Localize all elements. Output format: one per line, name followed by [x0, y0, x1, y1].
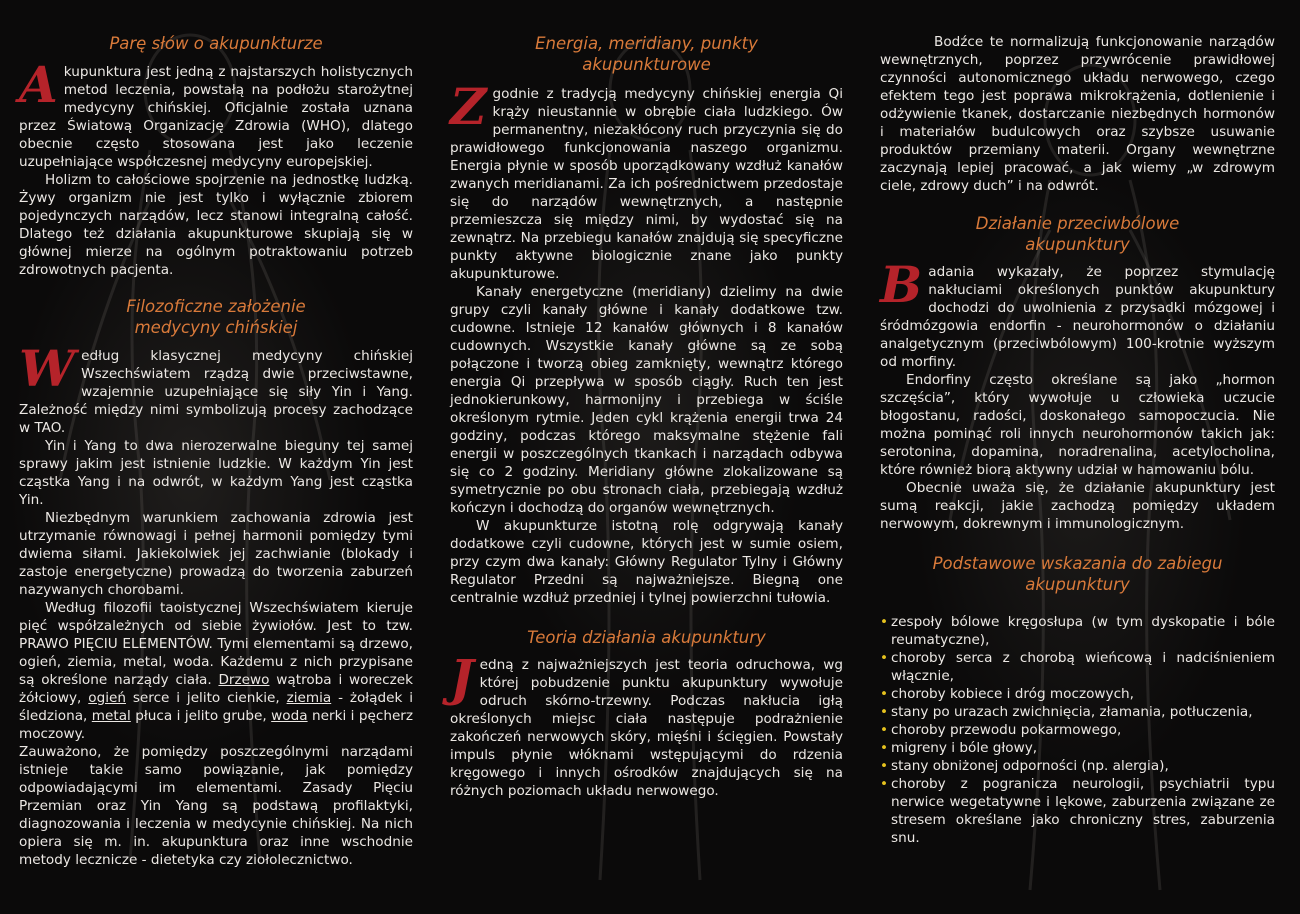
bullet-icon: • — [880, 686, 889, 702]
dropcap: J — [450, 648, 474, 707]
balance-paragraph: Niezbędnym warunkiem zachowania zdrowia jest utrzymanie równowagi i pełnej harmonii pomiędzy tymi dwiema siłami. Jakiekolwiek jej zachwianie (blokady i zastoje energetyczne) prowadzą do tworzenia zaburzeń nazywanych chorobami. — [19, 510, 413, 598]
heading-theory: Teoria działania akupunktury — [527, 628, 766, 647]
element-ogien: ogień — [88, 690, 126, 706]
bullet-icon: • — [880, 650, 889, 666]
reflex-theory-paragraph: Jedną z najważniejszych jest teoria odruchowa, wg której pobudzenie punktu akupunktury wywołuje odruch skórno-trzewny. Podczas nakłucia igłą określonych miejsc ciała następuje podrażnienie zakończeń nerwowych skóry, mięśni i ścięgien. Powstały impuls płynie włóknami wstępującymi do rdzenia kręgowego i innych ośrodków znajdujących się na różnych poziomach układu nerwowego. — [450, 648, 843, 799]
holism-paragraph: Holizm to całościowe spojrzenie na jednostkę ludzką. Żywy organizm nie jest tylko i wyłącznie zbiorem pojedynczych narządów, lecz stanowi integralną całość. Dlatego też działania akupunkturowe skupiają się w głównej mierze na ogólnym potraktowaniu potrzeb zdrowotnych pacjenta. — [19, 172, 413, 278]
column-right — [880, 0, 1275, 847]
indication-item: • choroby przewodu pokarmowego, — [880, 722, 1122, 738]
heading-analgesic: Działanie przeciwbólowe akupunktury — [975, 214, 1180, 254]
extra-channels-paragraph: W akupunkturze istotną rolę odgrywają kanały dodatkowe czyli cudowne, których jest w sumie osiem, przy czym dwa kanały: Główny Regulator Tylny i Główny Regulator Przedni są najważniejsze. Biegną one centralnie wzdłuż przedniej i tylnej powierzchni tułowia. — [450, 518, 843, 606]
heading-philosophy: Filozoficzne założenie medycyny chińskiej — [126, 297, 306, 337]
bullet-icon: • — [880, 614, 889, 630]
element-ziemia: ziemia — [286, 690, 332, 706]
five-elements-paragraph: Według filozofii taoistycznej Wszechświatem kieruje pięć współzależnych od siebie żywiołów. Jest to tzw. PRAWO PIĘCIU ELEMENTÓW. Tymi elementami są drzewo, ogień, ziemia, metal, woda. Każdemu z nich przypisane są określone narządy ciała. Drzewo wątroba i woreczek żółciowy, ogień serce i jelito cienkie, ziemia - żołądek i śledziona, metal płuca i jelito grube, woda nerki i pęcherz moczowy. — [19, 600, 414, 742]
element-drzewo: Drzewo — [218, 672, 270, 688]
dropcap: W — [19, 339, 76, 398]
indication-item: • choroby kobiece i dróg moczowych, — [880, 686, 1134, 702]
happiness-hormone-paragraph: Endorfiny często określane są jako „hormon szczęścia”, który wywołuje u człowieka uczucie błogostanu, radości, doskonałego samopoczucia. Nie można pominąć roli innych neurohormonów takich jak: serotonina, dopamina, noradrenalina, acetylocholina, które również biorą aktywny udział w hamowaniu bólu. — [880, 372, 1275, 478]
conclusion-paragraph: Zauważono, że pomiędzy poszczególnymi narządami istnieje takie samo powiązanie, jak pomiędzy odpowiadającymi im elementami. Zasady Pięciu Przemian oraz Yin Yang są podstawą profilaktyki, diagnozowania i leczenia w medycynie chińskiej. Na nich opiera się m. in. akupunktura oraz inne wschodnie metody lecznicze - dietetyka czy ziołolecznictwo. — [19, 744, 413, 868]
summary-paragraph: Obecnie uważa się, że działanie akupunktury jest sumą reakcji, jakie zachodzą pomiędzy układem nerwowym, dokrewnym i immunologicznym. — [880, 480, 1275, 532]
intro-paragraph: Akupunktura jest jedną z najstarszych holistycznych metod leczenia, powstałą na podłożu starożytnej medycyny chińskiej. Oficjalnie została uznana przez Światową Organizację Zdrowia (WHO), dlatego obecnie często stosowana jest jako leczenie uzupełniające współczesnej medycyny europejskiej. — [19, 55, 413, 170]
element-woda: woda — [271, 708, 308, 724]
yin-yang-poles-paragraph: Yin i Yang to dwa nierozerwalne bieguny tej samej sprawy jakim jest istnienie ludzkie. W każdym Yin jest cząstka Yang i na odwrót, w każdym Yang jest cząstka Yin. — [19, 438, 413, 508]
dropcap: Z — [450, 77, 487, 136]
column-middle — [450, 0, 843, 800]
bullet-icon: • — [880, 722, 889, 738]
yin-yang-paragraph: Według klasycznej medycyny chińskiej Wszechświatem rządzą dwie przeciwstawne, wzajemnie uzupełniające się siły Yin i Yang. Zależność między nimi symbolizują procesy zachodzące w TAO. — [19, 339, 413, 436]
indication-item: • stany obniżonej odporności (np. alergia), — [880, 758, 1169, 774]
dropcap: A — [19, 55, 58, 114]
heading-energy-meridians: Energia, meridiany, punkty akupunkturowe — [535, 34, 758, 74]
bullet-icon: • — [880, 776, 889, 792]
element-metal: metal — [91, 708, 131, 724]
heading-intro: Parę słów o akupunkturze — [109, 34, 323, 53]
indications-list — [880, 613, 1275, 847]
endorphins-paragraph: Badania wykazały, że poprzez stymulację nakłuciami określonych punktów akupunktury dochodzi do uwolnienia z przysadki mózgowej i śródmózgowia endorfin - neurohormonów o działaniu analgetycznym (przeciwbólowym) 100-krotnie wyższym od morfiny. — [880, 255, 1275, 370]
indication-item: • migreny i bóle głowy, — [880, 740, 1038, 756]
channels-paragraph: Kanały energetyczne (meridiany) dzielimy na dwie grupy czyli kanały główne i kanały dodatkowe tzw. cudowne. Istnieje 12 kanałów głównych i 8 kanałów cudownych. Wszystkie kanały główne są ze sobą połączone i tworzą obieg zamknięty, wewnątrz którego energia Qi przepływa w sposób ciągły. Ruch ten jest jednokierunkowy, harmonijny i przebiega w ściśle określonym rytmie. Jeden cykl krążenia energii trwa 24 godziny, podczas którego maksymalne stężenie fali energii w poszczególnych tkankach i narządach odbywa się co 2 godziny. Meridiany główne zlokalizowane są symetrycznie po obu stronach ciała, przebiegają wzdłuż kończyn i dochodzą do organów wewnętrznych. — [450, 284, 843, 516]
bullet-icon: • — [880, 758, 889, 774]
stimuli-paragraph: Bodźce te normalizują funkcjonowanie narządów wewnętrznych, poprzez przywrócenie prawidłowej czynności autonomicznego układu nerwowego, czego efektem tego jest poprawa mikrokrążenia, dotlenienie i odżywienie tkanek, dostarczanie niezbędnych hormonów i materiałów budulcowych oraz szybsze usuwanie produktów przemiany materii. Organy wewnętrzne zaczynają lepiej pracować, a jak wiemy „w zdrowym ciele, zdrowy duch” i na odwrót. — [880, 34, 1275, 194]
bullet-icon: • — [880, 740, 889, 756]
column-left — [19, 0, 413, 869]
indication-item: • choroby z pogranicza neurologii, psychiatrii typu nerwice wegetatywne i lękowe, zaburzenia związane ze stresem określane jako chroniczny stres, zaburzenia snu. — [880, 776, 1275, 846]
indication-item: • choroby serca z chorobą wieńcową i nadciśnieniem włącznie, — [880, 650, 1275, 684]
indication-item: • zespoły bólowe kręgosłupa (w tym dyskopatie i bóle reumatyczne), — [880, 614, 1275, 648]
bullet-icon: • — [880, 704, 889, 720]
qi-energy-paragraph: Zgodnie z tradycją medycyny chińskiej energia Qi krąży nieustannie w obrębie ciała ludzkiego. Ów permanentny, niezakłócony ruch przyczynia się do prawidłowego funkcjonowania naszego organizmu. Energia płynie w sposób uporządkowany wzdłuż kanałów zwanych meridianami. Za ich pośrednictwem przedostaje się do narządów wewnętrznych, a następnie przemieszcza się między nimi, by wydostać się na zewnątrz. Na przebiegu kanałów znajdują się specyficzne punkty aktywne biologicznie znane jako punkty akupunkturowe. — [450, 77, 843, 282]
dropcap: B — [880, 255, 923, 314]
heading-indications: Podstawowe wskazania do zabiegu akupunktury — [932, 554, 1223, 594]
indication-item: • stany po urazach zwichnięcia, złamania, potłuczenia, — [880, 704, 1253, 720]
